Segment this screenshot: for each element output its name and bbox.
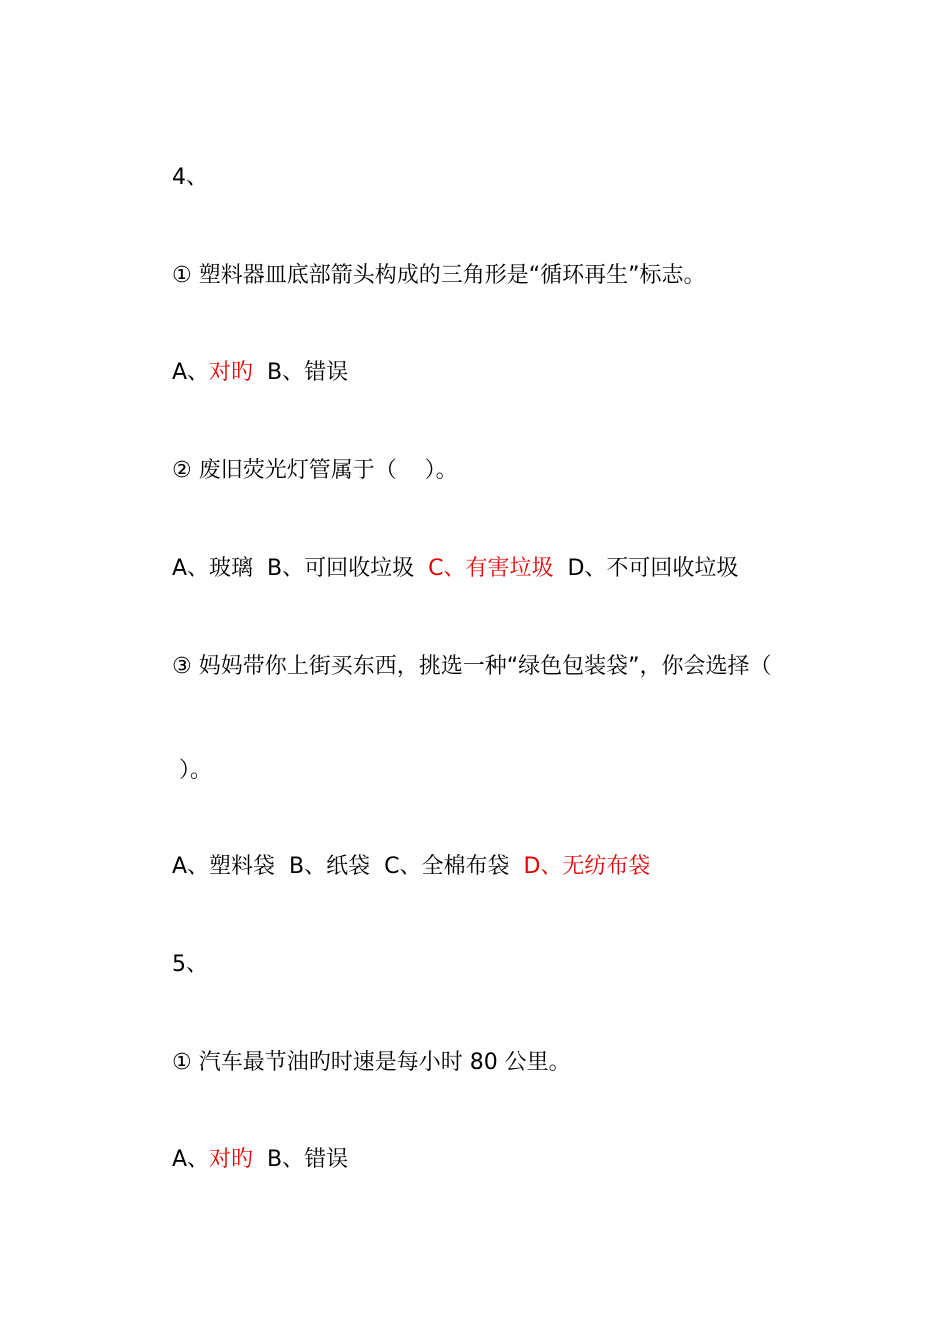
question-number-text: 5、 [171, 952, 208, 977]
correct-answer: C、有害垃圾 [428, 556, 554, 581]
question-text: ）。 [171, 758, 212, 783]
options-a-b: A、玻璃 B、可回收垃圾 [171, 556, 429, 581]
question-number-text: 4、 [171, 165, 208, 190]
correct-answer: 对旳 [209, 1147, 254, 1172]
question-4-3-options [144, 825, 650, 909]
correct-answer: D、无纺布袋 [523, 854, 651, 879]
question-4-2-text [144, 429, 458, 513]
question-4-1-options [144, 331, 348, 415]
question-text: ① 塑料器皿底部箭头构成的三角形是“循环再生”标志。 [171, 263, 706, 288]
question-text: ③ 妈妈带你上街买东西，挑选一种“绿色包装袋”，你会选择（ [171, 654, 772, 679]
question-4-2-options [144, 527, 738, 611]
question-5-1-text [144, 1021, 571, 1105]
options-a-b-c: A、塑料袋 B、纸袋 C、全棉布袋 [171, 854, 524, 879]
question-4-3-text-continued [144, 729, 212, 813]
question-5-1-options [144, 1118, 348, 1202]
option-b: B、错误 [253, 360, 349, 385]
question-text: ② 废旧荧光灯管属于（ ）。 [171, 458, 458, 483]
option-a-prefix: A、 [171, 360, 210, 385]
question-4-1-text [144, 234, 706, 318]
correct-answer: 对旳 [209, 360, 254, 385]
option-b: B、错误 [253, 1147, 349, 1172]
question-4-3-text [144, 625, 772, 709]
question-text: ① 汽车最节油旳时速是每小时 80 公里。 [171, 1050, 571, 1075]
question-4-number [144, 136, 208, 220]
option-d: D、不可回收垃圾 [553, 556, 739, 581]
option-a-prefix: A、 [171, 1147, 210, 1172]
question-5-number [144, 923, 208, 1007]
